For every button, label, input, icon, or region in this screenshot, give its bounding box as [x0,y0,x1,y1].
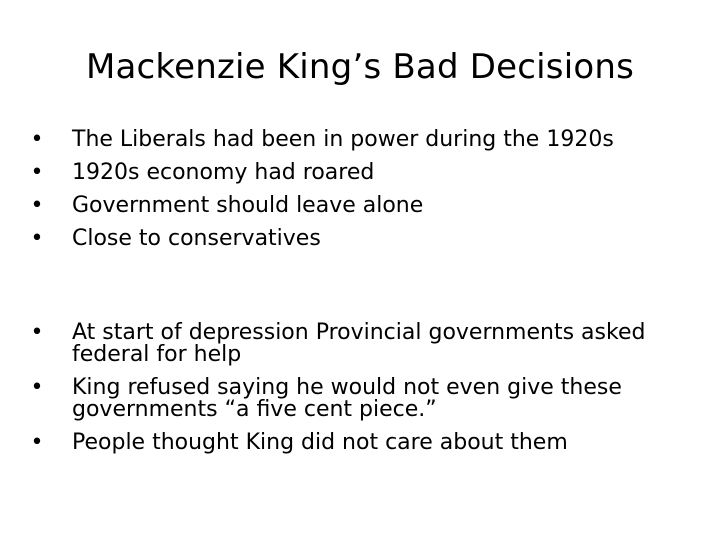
bullet-dot: • [30,127,44,152]
bullet-item [26,162,666,184]
slide-title: Mackenzie King’s Bad Decisions [85,47,635,87]
bullet-dot: • [30,160,44,185]
bullet-item [26,228,666,250]
bullet-list-context [26,129,666,261]
bullet-item [26,322,666,366]
bullet-dot: • [30,226,44,251]
bullet-item [26,195,666,217]
bullet-item [26,377,666,421]
bullet-list-depression [26,322,666,465]
bullet-item [26,432,666,454]
bullet-text: Government should leave alone [72,193,424,218]
bullet-text: 1920s economy had roared [72,160,375,185]
bullet-text: People thought King did not care about them [72,430,568,455]
bullet-dot: • [30,193,44,218]
bullet-dot: • [30,375,44,400]
bullet-text: King refused saying he would not even give these governments “a five cent piece.” [72,375,622,422]
bullet-item [26,129,666,151]
bullet-text: Close to conservatives [72,226,321,251]
bullet-text: At start of depression Provincial governments asked federal for help [72,320,646,367]
bullet-text: The Liberals had been in power during the 1920s [72,127,614,152]
bullet-dot: • [30,320,44,345]
bullet-dot: • [30,430,44,455]
